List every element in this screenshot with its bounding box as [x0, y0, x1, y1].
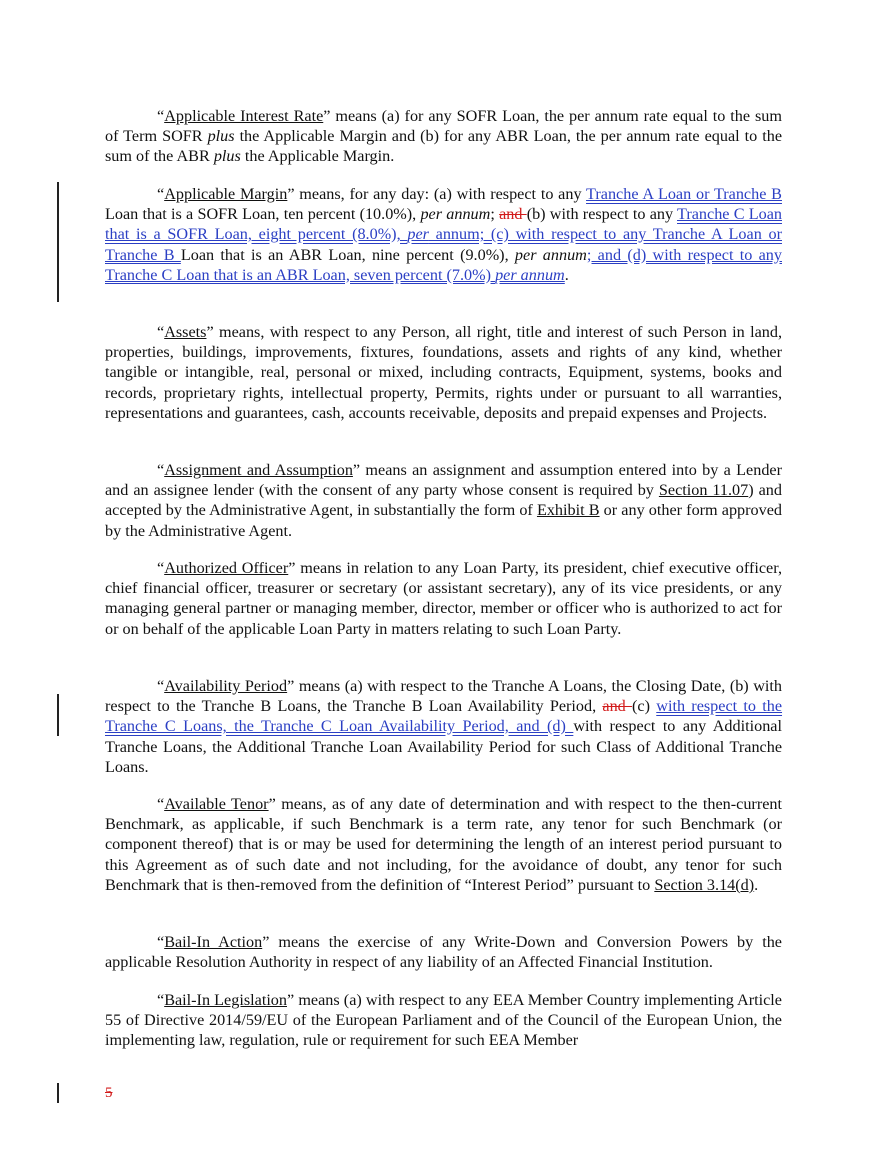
inserted-text: with respect to the Tranche C Loans, the Tranche C Loan Availability Period, and (d) — [105, 697, 783, 736]
inserted-text: annum; (c) with respect to any Tranche A Loan or Tranche B — [105, 225, 782, 264]
defined-term: Bail-In Legislation — [164, 991, 287, 1009]
defined-term: Bail-In Action — [164, 933, 263, 951]
page-number: 5 — [105, 1085, 113, 1101]
inserted-text: ; and (d) with respect to any Tranche C Loan that is an ABR Loan, seven percent (7.0%) — [105, 245, 782, 284]
section-reference: Section 11.07 — [658, 481, 749, 500]
defined-term: Applicable Margin — [164, 185, 288, 203]
defined-term: Applicable Interest Rate — [164, 107, 324, 125]
definition-applicable-interest-rate: “Applicable Interest Rate” means (a) for any SOFR Loan, the per annum rate equal to the sum of Term SOFR plus the Applicable Margin and (b) for any ABR Loan, the per annum rate equal to the sum of the ABR plus the Applicable Margin. — [105, 107, 783, 166]
defined-term: Authorized Officer — [164, 559, 289, 577]
defined-term: Assets — [164, 323, 207, 341]
definition-assignment-and-assumption: “Assignment and Assumption” means an assignment and assumption entered into by a Lender and an assignee lender (with the consent of any party whose consent is required by Section 11.07) and accepted by the Administrative Agent, in substantially the form of Exhibit B or any other form approved by the Administrative Agent. — [105, 461, 783, 540]
defined-term: Available Tenor — [164, 795, 269, 813]
definition-bail-in-legislation: “Bail-In Legislation” means (a) with respect to any EEA Member Country implementing Article 55 of Directive 2014/59/EU of the European Parliament and of the Council of the European Union, the implementing law, regulation, rule or requirement for such EEA Member — [105, 991, 782, 1050]
definition-available-tenor: “Available Tenor” means, as of any date of determination and with respect to the then-current Benchmark, as applicable, if such Benchmark is a term rate, any tenor for such Benchmark (or component thereof) that is or may be used for determining the length of an interest period pursuant to this Agreement as of such date and not including, for the avoidance of doubt, any tenor for such Benchmark that is then-removed from the definition of “Interest Period” pursuant to Section 3.14(d). — [105, 795, 782, 894]
definition-applicable-margin: “Applicable Margin” means, for any day: (a) with respect to any Tranche A Loan or Tranche B Loan that is a SOFR Loan, ten percent (10.0%), per annum; and (b) with respect to any Tranche C Loan that is a SOFR Loan, eight percent (8.0%), per annum; (c) with respect to any Tranche A Loan or Tranche B Loan that is an ABR Loan, nine percent (9.0%), per annum; and (d) with respect to any Tranche C Loan that is an ABR Loan, seven percent (7.0%) per annum. — [105, 185, 782, 284]
inserted-text: Tranche C Loan that is a SOFR Loan, eight percent (8.0%), — [105, 205, 782, 244]
defined-term: Availability Period — [164, 677, 288, 695]
section-reference: Section 3.14(d) — [654, 875, 755, 894]
defined-term: Assignment and Assumption — [164, 461, 353, 479]
change-bar — [57, 1083, 59, 1103]
definition-bail-in-action: “Bail-In Action” means the exercise of any Write-Down and Conversion Powers by the applicable Resolution Authority in respect of any liability of an Affected Financial Institution. — [105, 933, 782, 972]
inserted-text: per annum — [495, 265, 565, 284]
change-bar — [57, 694, 59, 736]
inserted-text: Tranche A Loan or Tranche B — [586, 185, 782, 203]
exhibit-reference: Exhibit B — [536, 501, 600, 520]
definition-availability-period: “Availability Period” means (a) with respect to the Tranche A Loans, the Closing Date, (b) with respect to the Tranche B Loans, the Tranche B Loan Availability Period, and (c) with respect to the Tranche C Loans, the Tranche C Loan Availability Period, and (d) with respect to any Additional Tranche Loans, the Additional Tranche Loan Availability Period for such Class of Additional Tranche Loans. — [105, 677, 783, 776]
inserted-text: per — [407, 225, 429, 244]
definition-authorized-officer: “Authorized Officer” means in relation to any Loan Party, its president, chief executive officer, chief financial officer, treasurer or secretary (or assistant secretary), any of its vice presidents, or any managing general partner or managing member, director, member or officer who is authorized to act for or on behalf of the applicable Loan Party in matters relating to such Loan Party. — [105, 559, 782, 638]
deleted-text: and — [602, 697, 633, 716]
change-bar — [57, 182, 59, 302]
deleted-text: and — [499, 205, 527, 224]
definition-assets: “Assets” means, with respect to any Person, all right, title and interest of such Person in land, properties, buildings, improvements, fixtures, foundations, assets and rights of any kind, whether tangible or intangible, real, personal or mixed, including contracts, Equipment, systems, books and records, proprietary rights, intellectual property, Permits, rights under or pursuant to all warranties, representations and guarantees, cash, accounts receivable, deposits and prepaid expenses and Projects. — [105, 323, 782, 422]
